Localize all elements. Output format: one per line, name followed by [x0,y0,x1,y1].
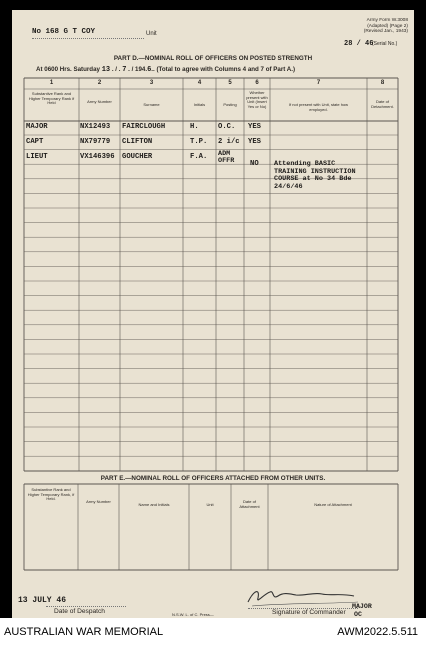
form-ref-line-1: Army Form W.3008 [366,18,408,23]
row-2-rank: CAPT [26,138,44,146]
subtitle-prefix: At 0600 Hrs. Saturday [36,66,100,73]
subtitle-year-prefix: 194 [135,66,146,73]
row-1-posting: O.C. [218,123,236,131]
row-3-present: NO [250,160,259,168]
col-header-rank: Substantive Rank and Higher Temporary Rank if Held [28,91,75,106]
subtitle-month: 7 [122,66,127,74]
col-header-detachment: Date of Detachment. [371,99,394,109]
row-2-surname: CLIFTON [122,138,153,146]
part-e-header-army-number: Army Number [86,499,111,504]
subtitle-year: 6 [147,66,152,74]
printer-mark: N.S.W. L. of C. Press— [172,612,214,617]
commander-rank: MAJOR [352,603,372,610]
part-e-header-unit: Unit [206,502,214,507]
col-number-4: 4 [197,80,202,86]
row-2-initials: T.P. [190,138,208,146]
part-e-header-rank: Substantive Rank and Higher Temporary Rank, if Held. [27,487,75,502]
signature-label: Signature of Commander [272,609,346,616]
row-1-rank: MAJOR [26,123,48,131]
row-1-surname: FAIRCLOUGH [122,123,166,131]
col-number-7: 7 [316,80,321,86]
col-number-2: 2 [97,80,102,86]
form-ref-line-3: (Revised Jan., 1943) [363,29,408,34]
col-number-6: 6 [255,80,259,86]
part-d-subtitle: At 0600 Hrs. Saturday 13 . / . 7 . / 194.6.. (Total to agree with Columns 4 and 7 of Part A.) [36,66,296,74]
row-3-rank: LIEUT [26,153,48,161]
part-d-title: PART D.—NOMINAL ROLL OF OFFICERS ON POSTED STRENGTH [113,55,313,62]
serial-value: 28 / 46 [344,40,374,48]
col-number-5: 5 [228,80,232,86]
part-e-title: PART E.—NOMINAL ROLL OF OFFICERS ATTACHED FROM OTHER UNITS. [100,475,326,482]
row-2-posting: 2 i/c [218,138,240,146]
row-2-number: NX79779 [80,138,111,146]
col-number-8: 8 [380,80,385,86]
form-ref-line-2: (Adapted) (Page 2) [367,23,408,29]
archive-caption [0,618,426,653]
col-header-surname: Surname [143,102,160,107]
part-e-header-nature: Nature of Attachment [314,502,352,507]
row-3-posting: ADM OFFR [218,150,235,165]
caption-institution: AUSTRALIAN WAR MEMORIAL [4,626,164,638]
form-sheet [12,10,414,618]
col-header-posting: Posting [223,102,237,107]
row-1-initials: H. [190,123,199,131]
unit-value: No 168 G T COY [32,28,96,36]
despatch-date-label: Date of Despatch [54,608,105,615]
caption-accession-number: AWM2022.5.511 [337,626,418,638]
part-d-grid [24,78,398,471]
col-header-present: Whether present with Unit (Insert Yes or No) [246,90,268,109]
col-number-3: 3 [149,80,154,86]
row-2-present: YES [248,138,261,146]
part-e-header-name: Name and Initials [138,502,170,507]
row-3-employed: Attending BASIC TRAINING INSTRUCTION COURSE at No 34 Bde 24/6/46 [274,160,356,191]
commander-signature [244,584,364,610]
row-3-surname: GOUCHER [122,153,153,161]
despatch-underline [46,606,126,607]
row-1-number: NX12493 [80,123,111,131]
col-number-1: 1 [49,80,54,86]
col-header-employed: If not present with Unit, state how employed. [288,102,349,112]
commander-role: OC [354,611,362,618]
subtitle-suffix: (Total to agree with Columns 4 and 7 of Part A.) [156,66,296,73]
unit-label: Unit [146,31,157,37]
row-1-present: YES [248,123,261,131]
serial-label: (Serial No.) [372,41,398,47]
despatch-date-value: 13 JULY 46 [18,596,67,605]
col-header-initials: Initials [193,102,206,107]
col-header-army-number: Army Number [87,99,112,104]
row-3-number: VX146396 [80,153,115,161]
row-3-initials: F.A. [190,153,208,161]
part-e-grid [24,484,398,570]
part-e-header-attachment-date: Date of Attachment [239,499,260,509]
subtitle-day: 13 [101,66,111,74]
